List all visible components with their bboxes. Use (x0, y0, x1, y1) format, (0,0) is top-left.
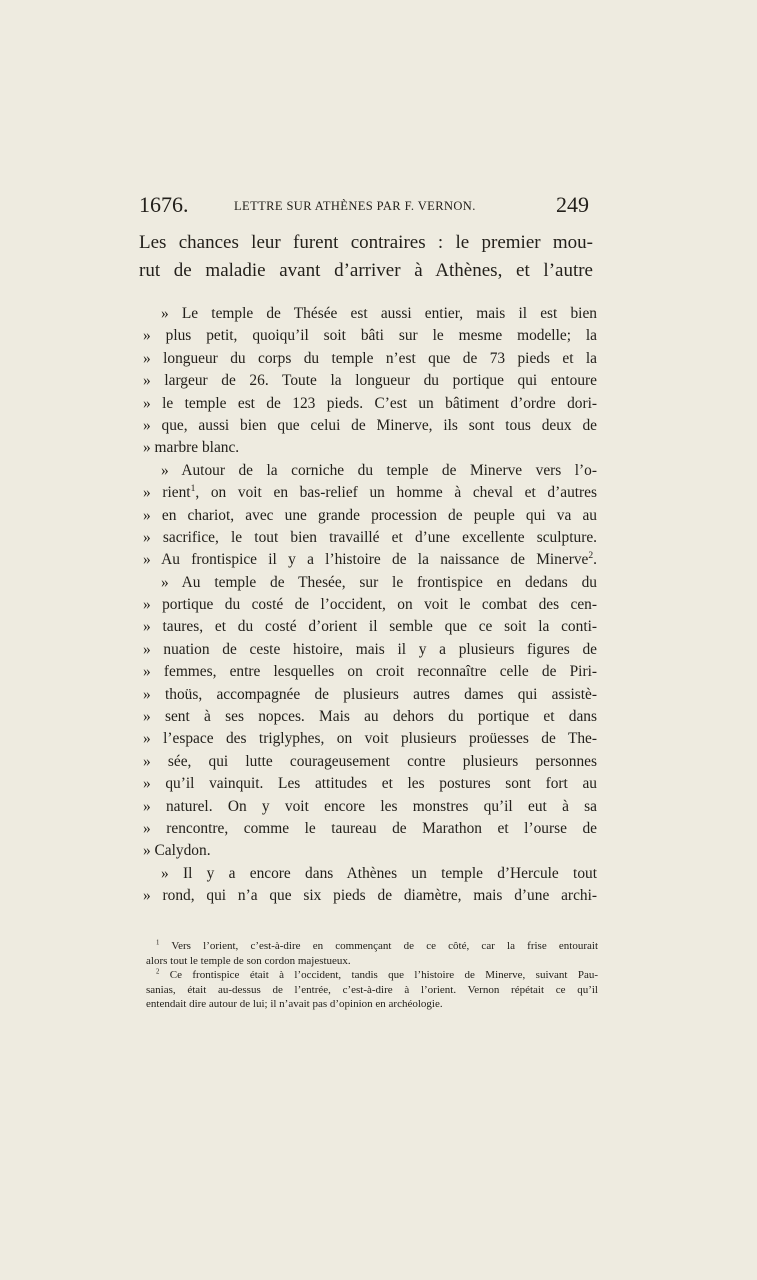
quoted-passage (143, 303, 597, 908)
quote-line: » rond, qui n’a que six pieds de diamètre, mais d’une archi- (143, 887, 597, 905)
quote-line: » Calydon. (143, 842, 211, 860)
quote-line: » Au temple de Thesée, sur le frontispice en dedans du (161, 573, 597, 591)
lead-paragraph (139, 229, 593, 285)
footnote-mark-1: 1 (156, 939, 160, 947)
lead-line: rut de maladie avant d’arriver à Athènes, et l’autre (139, 260, 593, 281)
footnote-line: alors tout le temple de son cordon majestueux. (146, 954, 351, 967)
quote-line: » Autour de la corniche du temple de Minerve vers l’o- (161, 461, 597, 479)
quote-line: » en chariot, avec une grande procession de peuple qui va au (143, 506, 597, 524)
quote-line-tail: , on voit en bas-relief un homme à cheval et d’autres (195, 484, 597, 502)
quote-line-head: » Au frontispice il y a l’histoire de la naissance de Minerve (143, 551, 589, 569)
quote-line-tail: . (593, 551, 597, 569)
quote-line (143, 549, 597, 571)
footnote-mark-2: 2 (156, 968, 160, 976)
footnote-line: $^2$ Ce frontispice était à l’occident, tandis que l’histoire de Minerve, suivant Pau- (156, 968, 599, 981)
running-title: LETTRE SUR ATHÈNES PAR F. VERNON. (234, 199, 476, 213)
quote-line: » sent à ses nopces. Mais au dehors du portique et dans (143, 708, 597, 726)
quote-line: » thoüs, accompagnée de plusieurs autres dames qui assistè- (143, 685, 597, 703)
quote-line: » plus petit, quoiqu’il soit bâti sur le mesme modelle; la (143, 327, 597, 345)
lead-line: Les chances leur furent contraires : le premier mou- (139, 232, 593, 253)
quote-line: » longueur du corps du temple n’est que de 73 pieds et la (143, 349, 597, 367)
quote-line: » sée, qui lutte courageusement contre plusieurs personnes (143, 752, 597, 770)
quote-line: » Le temple de Thésée est aussi entier, mais il est bien (161, 305, 597, 322)
quote-line: » portique du costé de l’occident, on voit le combat des cen- (143, 596, 597, 614)
footnote-line: sanias, était au-dessus de l’entrée, c’est-à-dire à l’orient. Vernon répétait ce qu’il (146, 983, 598, 996)
footnote-ref-2: 2 (588, 550, 594, 562)
footnote-ref-1: 1 (190, 483, 196, 494)
running-header (139, 192, 591, 222)
quote-line: » l’espace des triglyphes, on voit plusieurs proüesses de The- (143, 730, 597, 748)
quote-line: » Il y a encore dans Athènes un temple d’Hercule tout (161, 864, 597, 882)
quote-line: » rencontre, comme le taureau de Marathon et l’ourse de (143, 819, 597, 837)
quote-line: » le temple est de 123 pieds. C’est un bâtiment d’ordre dori- (143, 394, 597, 412)
header-year: 1676. (139, 192, 189, 217)
quote-line: » sacrifice, le tout bien travaillé et d’une excellente sculpture. (143, 528, 597, 546)
quote-line: » marbre blanc. (143, 439, 240, 457)
page-number: 249 (556, 192, 589, 217)
footnote-line: entendait dire autour de lui; il n’avait pas d’opinion en archéologie. (146, 998, 443, 1010)
quote-line-head: » rient (143, 484, 191, 502)
quote-line: » taures, et du costé d’orient il semble que ce soit la conti- (143, 618, 597, 636)
quote-line (143, 482, 597, 504)
footnotes (146, 939, 598, 1012)
quote-line: » nuation de ceste histoire, mais il y a plusieurs figures de (143, 640, 597, 658)
quote-line: » largeur de 26. Toute la longueur du portique qui entoure (143, 372, 597, 390)
quote-line: » femmes, entre lesquelles on croit reconnaître celle de Piri- (143, 663, 597, 681)
quote-line: » naturel. On y voit encore les monstres qu’il eut à sa (143, 797, 597, 815)
quote-line: » qu’il vainquit. Les attitudes et les postures sont fort au (143, 775, 597, 793)
quote-line: » que, aussi bien que celui de Minerve, ils sont tous deux de (143, 416, 597, 434)
footnote-line: $^1$ Vers l’orient, c’est-à-dire en commençant de ce côté, car la frise entourait (156, 939, 598, 952)
